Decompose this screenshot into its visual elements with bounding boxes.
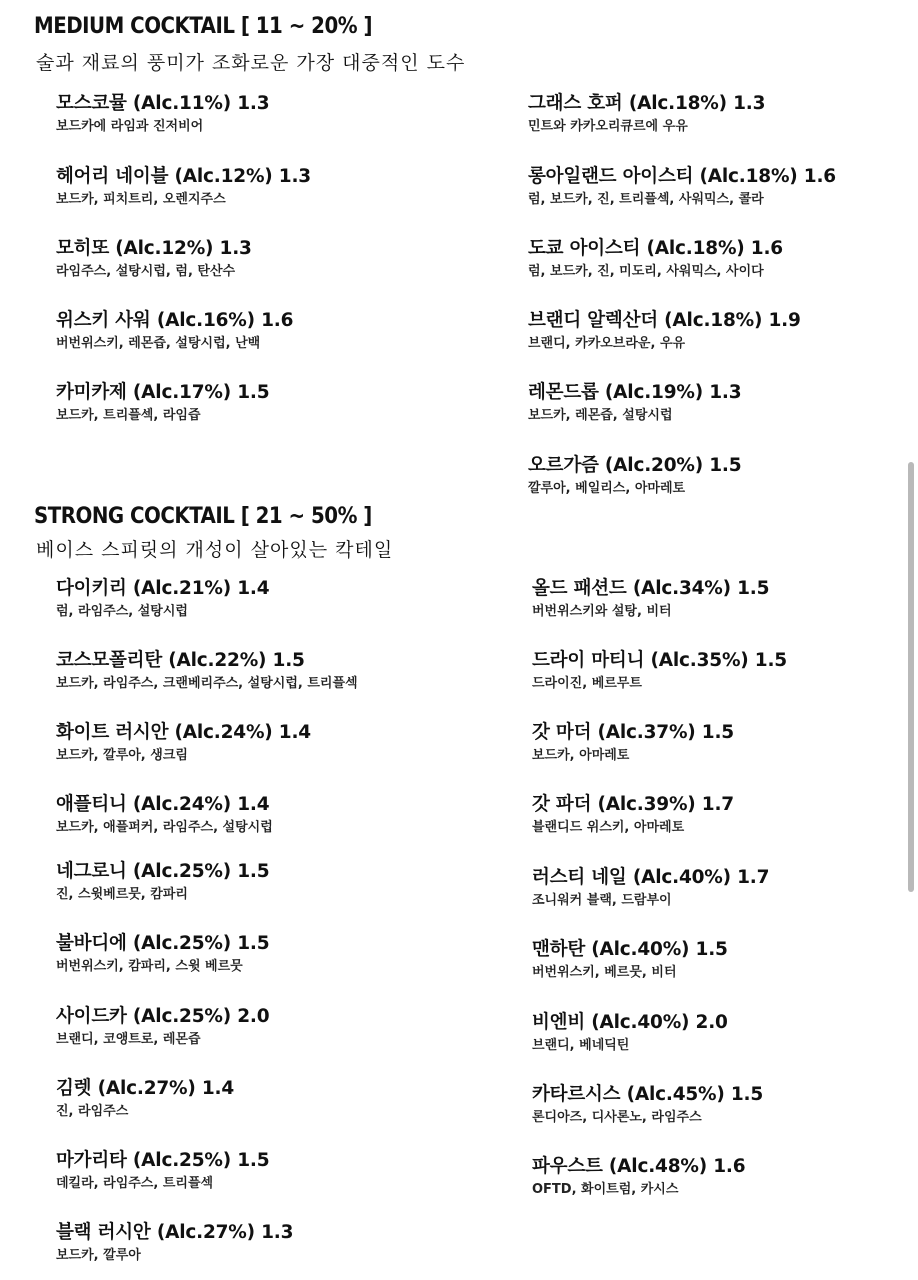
- item-name: 파우스트 (Alc.48%) 1.6: [532, 1156, 746, 1177]
- item-name: 마가리타 (Alc.25%) 1.5: [56, 1150, 270, 1171]
- item-name: 갓 마더 (Alc.37%) 1.5: [532, 722, 734, 743]
- item-name: 비엔비 (Alc.40%) 2.0: [532, 1012, 728, 1033]
- item-ingredients: 진, 스윗베르뭇, 캄파리: [56, 887, 188, 902]
- item-ingredients: 럼, 라임주스, 설탕시럽: [56, 604, 188, 619]
- menu-item: [532, 938, 728, 982]
- item-ingredients: 보드카, 피치트리, 오렌지주스: [56, 192, 226, 207]
- menu-item: [528, 237, 783, 281]
- menu-item: [528, 165, 836, 209]
- item-name: 카타르시스 (Alc.45%) 1.5: [532, 1084, 764, 1105]
- scrollbar-track[interactable]: [904, 0, 918, 1280]
- item-name: 카미카제 (Alc.17%) 1.5: [56, 382, 270, 403]
- item-name: 김렛 (Alc.27%) 1.4: [56, 1078, 235, 1099]
- menu-item: [56, 165, 311, 209]
- item-ingredients: 브랜디, 베네딕틴: [532, 1038, 630, 1053]
- item-ingredients: 조니워커 블랙, 드람부이: [532, 893, 672, 908]
- item-name: 롱아일랜드 아이스티 (Alc.18%) 1.6: [528, 166, 836, 187]
- item-name: 애플티니 (Alc.24%) 1.4: [56, 794, 270, 815]
- item-ingredients: 보드카, 레몬즙, 설탕시럽: [528, 408, 673, 423]
- item-name: 코스모폴리탄 (Alc.22%) 1.5: [56, 650, 305, 671]
- menu-item: [528, 92, 765, 136]
- strong-section-subtitle: 베이스 스피릿의 개성이 살아있는 칵테일: [36, 539, 394, 561]
- menu-item: [56, 92, 269, 136]
- menu-item: [56, 932, 269, 976]
- item-ingredients: 버번위스키, 레몬즙, 설탕시럽, 난백: [56, 336, 261, 351]
- item-name: 러스티 네일 (Alc.40%) 1.7: [532, 867, 770, 888]
- item-ingredients: OFTD, 화이트럼, 카시스: [532, 1182, 679, 1197]
- item-ingredients: 민트와 카카오리큐르에 우유: [528, 119, 688, 134]
- menu-item: [528, 454, 741, 498]
- item-name: 불바디에 (Alc.25%) 1.5: [56, 933, 270, 954]
- item-ingredients: 보드카, 깔루아: [56, 1248, 141, 1263]
- item-name: 사이드카 (Alc.25%) 2.0: [56, 1006, 270, 1027]
- item-ingredients: 브랜디, 카카오브라운, 우유: [528, 336, 686, 351]
- item-name: 네그로니 (Alc.25%) 1.5: [56, 861, 270, 882]
- item-name: 브랜디 알렉산더 (Alc.18%) 1.9: [528, 310, 801, 331]
- item-name: 다이키리 (Alc.21%) 1.4: [56, 578, 270, 599]
- menu-item: [532, 1155, 745, 1199]
- menu-item: [532, 1083, 763, 1127]
- item-name: 갓 파더 (Alc.39%) 1.7: [532, 794, 734, 815]
- item-name: 레몬드롭 (Alc.19%) 1.3: [528, 382, 742, 403]
- menu-item: [56, 577, 269, 621]
- item-ingredients: 보드카, 트리플섹, 라임즙: [56, 408, 201, 423]
- item-name: 위스키 사워 (Alc.16%) 1.6: [56, 310, 294, 331]
- menu-item: [56, 1149, 269, 1193]
- item-ingredients: 라임주스, 설탕시럽, 럼, 탄산수: [56, 264, 236, 279]
- strong-section-title: STRONG COCKTAIL [ 21 ~ 50% ]: [34, 504, 372, 529]
- menu-item: [56, 1077, 234, 1121]
- item-name: 도쿄 아이스티 (Alc.18%) 1.6: [528, 238, 783, 259]
- menu-item: [532, 866, 769, 910]
- item-name: 맨하탄 (Alc.40%) 1.5: [532, 939, 728, 960]
- item-ingredients: 럼, 보드카, 진, 미도리, 사워믹스, 사이다: [528, 264, 764, 279]
- medium-section-subtitle: 술과 재료의 풍미가 조화로운 가장 대중적인 도수: [36, 52, 466, 74]
- menu-item: [532, 1011, 728, 1055]
- menu-item: [532, 721, 734, 765]
- item-name: 화이트 러시안 (Alc.24%) 1.4: [56, 722, 311, 743]
- scrollbar-thumb[interactable]: [908, 462, 914, 892]
- item-ingredients: 진, 라임주스: [56, 1104, 129, 1119]
- item-ingredients: 드라이진, 베르무트: [532, 676, 642, 691]
- menu-item: [528, 381, 741, 425]
- menu-item: [532, 793, 734, 837]
- item-ingredients: 보드카, 애플퍼커, 라임주스, 설탕시럽: [56, 820, 273, 835]
- menu-item: [56, 649, 358, 693]
- item-name: 모스코뮬 (Alc.11%) 1.3: [56, 93, 270, 114]
- item-name: 모히또 (Alc.12%) 1.3: [56, 238, 252, 259]
- menu-item: [56, 237, 252, 281]
- item-ingredients: 데킬라, 라임주스, 트리플섹: [56, 1176, 214, 1191]
- item-ingredients: 럼, 보드카, 진, 트리플섹, 사워믹스, 콜라: [528, 192, 764, 207]
- menu-item: [56, 860, 269, 904]
- menu-item: [532, 577, 769, 621]
- item-name: 그래스 호퍼 (Alc.18%) 1.3: [528, 93, 766, 114]
- item-ingredients: 론디아즈, 디사론노, 라임주스: [532, 1110, 702, 1125]
- menu-item: [56, 381, 269, 425]
- item-ingredients: 버번위스키, 베르뭇, 비터: [532, 965, 677, 980]
- item-ingredients: 보드카에 라임과 진저비어: [56, 119, 204, 134]
- item-ingredients: 보드카, 라임주스, 크랜베리주스, 설탕시럽, 트리플섹: [56, 676, 358, 691]
- menu-item: [532, 649, 787, 693]
- menu-item: [56, 309, 293, 353]
- item-ingredients: 블랜디드 위스키, 아마레토: [532, 820, 685, 835]
- item-name: 블랙 러시안 (Alc.27%) 1.3: [56, 1222, 294, 1243]
- item-name: 헤어리 네이블 (Alc.12%) 1.3: [56, 166, 311, 187]
- menu-item: [528, 309, 801, 353]
- item-ingredients: 버번위스키, 캄파리, 스윗 베르뭇: [56, 959, 243, 974]
- item-name: 드라이 마티니 (Alc.35%) 1.5: [532, 650, 787, 671]
- menu-item: [56, 793, 273, 837]
- menu-item: [56, 1005, 269, 1049]
- item-ingredients: 깔루아, 베일리스, 아마레토: [528, 481, 686, 496]
- item-name: 올드 패션드 (Alc.34%) 1.5: [532, 578, 770, 599]
- item-ingredients: 브랜디, 코앵트로, 레몬즙: [56, 1032, 201, 1047]
- menu-item: [56, 1221, 293, 1265]
- item-ingredients: 버번위스키와 설탕, 비터: [532, 604, 672, 619]
- medium-section-title: MEDIUM COCKTAIL [ 11 ~ 20% ]: [34, 14, 372, 39]
- item-ingredients: 보드카, 깔루아, 생크림: [56, 748, 188, 763]
- item-ingredients: 보드카, 아마레토: [532, 748, 630, 763]
- menu-item: [56, 721, 311, 765]
- item-name: 오르가즘 (Alc.20%) 1.5: [528, 455, 742, 476]
